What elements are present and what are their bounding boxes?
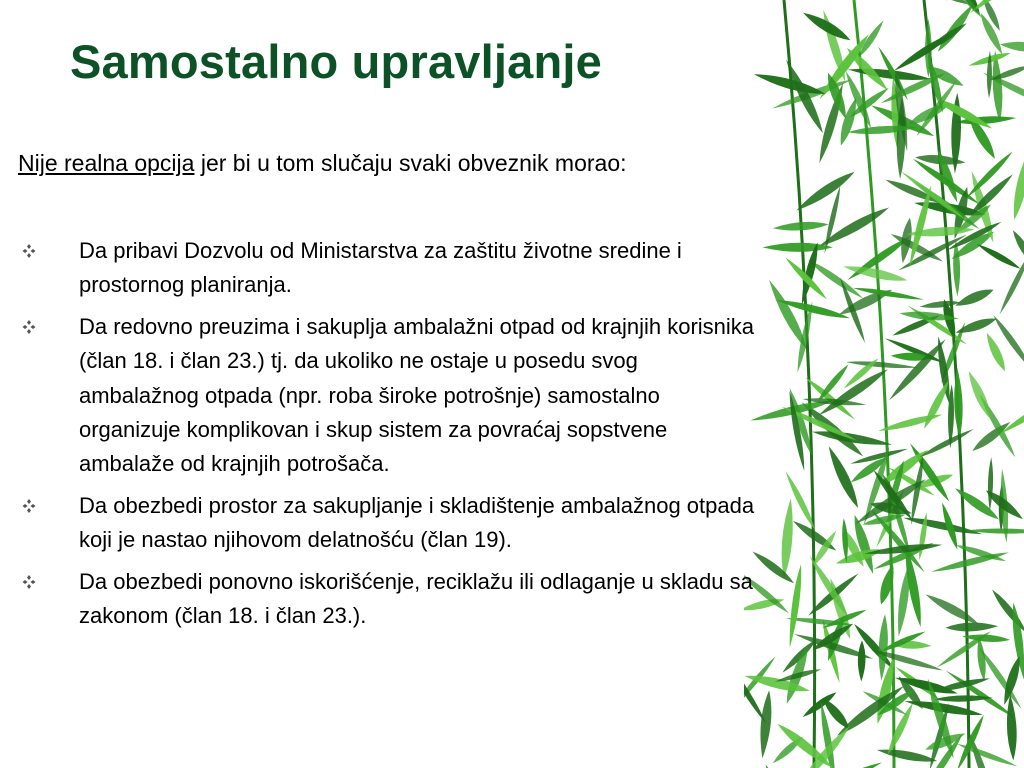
bullet-text-1: Da pribavi Dozvolu od Ministarstva za zaštitu životne sredine i prostornog planiranja. — [79, 238, 682, 298]
bullet-item-4 — [18, 565, 758, 634]
bamboo-leaf — [953, 285, 995, 310]
bamboo-leaf — [991, 313, 1024, 373]
bamboo-leaf — [930, 549, 1009, 575]
bamboo-leaf — [919, 299, 961, 310]
bamboo-leaf — [801, 9, 853, 45]
bullet-text-3: Da obezbedi prostor za sakupljanje i skladištenje ambalažnog otpada koji je nastao njihovom delatnošću (član 19). — [79, 492, 755, 553]
intro-underlined: Nije realna opcija — [18, 150, 195, 176]
bamboo-leaf — [779, 498, 796, 579]
bullet-text-4: Da obezbedi ponovno iskorišćenje, reciklažu ili odlaganje u skladu sa zakonom (član 18. i član 23.). — [79, 568, 753, 629]
four-diamond-bullet-icon — [20, 573, 38, 591]
bamboo-leaf — [762, 763, 796, 768]
bamboo-leaves-image — [744, 0, 1024, 768]
bamboo-leaf — [928, 0, 971, 8]
bamboo-leaf — [887, 0, 951, 4]
bullet-list — [18, 234, 758, 640]
bamboo-leaf — [927, 20, 969, 52]
bullet-item-2 — [18, 310, 758, 482]
intro-text — [18, 140, 753, 186]
four-diamond-bullet-icon — [20, 318, 38, 336]
slide-title: Samostalno upravljanje — [70, 35, 603, 88]
bamboo-leaf — [794, 168, 858, 215]
bamboo-leaf — [945, 622, 998, 633]
bamboo-leaf — [952, 485, 1001, 523]
bamboo-leaf — [975, 241, 1022, 271]
bamboo-leaf — [952, 241, 960, 297]
bamboo-leaf — [923, 591, 980, 628]
bamboo-leaf — [842, 262, 908, 285]
bullet-item-3 — [18, 489, 758, 558]
bamboo-leaf — [1000, 40, 1024, 54]
bamboo-leaf — [1009, 148, 1024, 221]
bullet-text-2: Da redovno preuzima i sakuplja ambalažni otpad od krajnjih korisnika (član 18. i član 23.) tj. da ukoliko ne ostaje u posedu svog ambalažnog otpada (npr. roba široke potrošnje) samostalno organizuje komplikovan i skup sistem za povraćaj sopstvene ambalaže od krajnjih potrošača. — [79, 313, 755, 477]
bamboo-leaf — [857, 640, 865, 681]
bamboo-leaf — [876, 563, 898, 606]
bamboo-leaf — [1005, 694, 1018, 761]
bamboo-leaf — [934, 1, 976, 54]
bamboo-leaf — [918, 427, 974, 460]
bamboo-leaf — [953, 367, 964, 437]
bamboo-leaf — [758, 690, 774, 759]
bamboo-leaf — [903, 514, 984, 538]
four-diamond-bullet-icon — [20, 497, 38, 515]
bullet-item-1 — [18, 234, 758, 303]
bamboo-leaf — [983, 331, 1009, 373]
four-diamond-bullet-icon — [20, 242, 38, 260]
bamboo-leaf — [987, 457, 993, 511]
bamboo-leaf — [835, 545, 884, 568]
intro-rest: jer bi u tom slučaju svaki obveznik morao: — [194, 150, 627, 176]
